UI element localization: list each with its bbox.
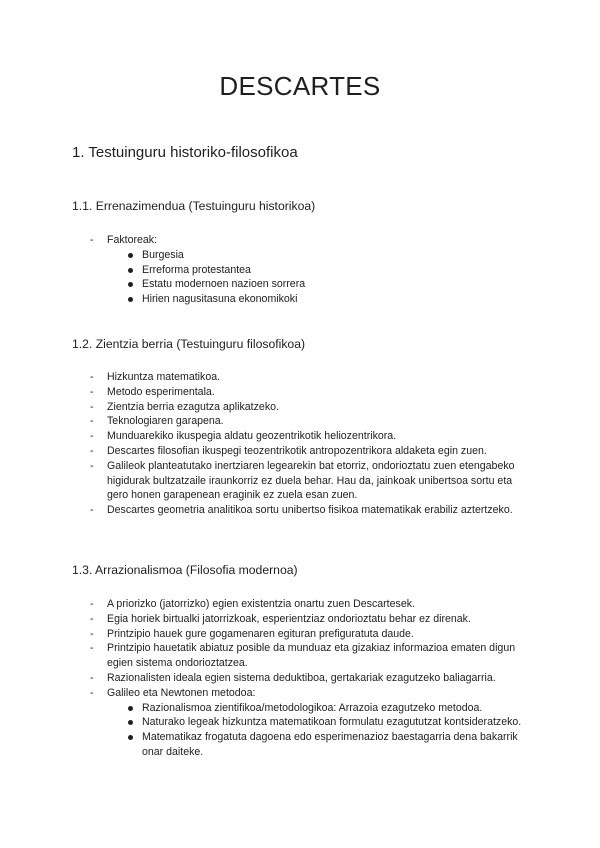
- list-item: - Razionalisten ideala egien sistema deduktiboa, gertakariak ezagutzeko baliagarria.: [90, 671, 530, 686]
- list-item: Burgesia: [127, 248, 530, 263]
- list-item: - Munduarekiko ikuspegia aldatu geozentrikotik heliozentrikora.: [90, 429, 530, 444]
- list-item: - Egia horiek birtualki jatorrizkoak, esperientziaz ondorioztatu behar ez direnak.: [90, 612, 530, 627]
- list-item: Estatu modernoen nazioen sorrera: [127, 277, 530, 292]
- section-1-2-heading: 1.2. Zientzia berria (Testuinguru filosofikoa): [72, 337, 306, 351]
- list-item: - Printzipio hauek gure gogamenaren egituran prefiguratuta daude.: [90, 627, 530, 642]
- list-item: - Teknologiaren garapena.: [90, 414, 530, 429]
- method-label: Galileo eta Newtonen metodoa:: [107, 686, 256, 699]
- list-item: Razionalismoa zientifikoa/metodologikoa: Arrazoia ezagutzeko metodoa.: [127, 701, 527, 716]
- rationalism-list: [90, 597, 530, 760]
- factors-sublist: [107, 248, 530, 307]
- method-sublist: [107, 701, 527, 760]
- list-item: - Descartes geometria analitikoa sortu unibertso fisikoa matematikak erabiliz aztertzeko.: [90, 503, 530, 518]
- list-item: - Metodo esperimentala.: [90, 385, 530, 400]
- list-item: - Printzipio hauetatik abiatuz posible da munduaz eta gizakiaz informazioa ematen digun egien sistema ondorioztatzea.: [90, 641, 530, 671]
- list-item: - Zientzia berria ezagutza aplikatzeko.: [90, 400, 530, 415]
- factors-label: Faktoreak:: [107, 234, 158, 246]
- list-item: [90, 686, 530, 760]
- list-item: - A priorizko (jatorrizko) egien existentzia onartu zuen Descartesek.: [90, 597, 530, 612]
- factors-list: [90, 233, 530, 307]
- document-title: DESCARTES: [219, 71, 381, 101]
- list-item: Naturako legeak hizkuntza matematikoan formulatu ezagututzat kontsideratzeko.: [127, 715, 527, 730]
- list-item: Erreforma protestantea: [127, 263, 530, 278]
- list-item: Hirien nagusitasuna ekonomikoki: [127, 292, 530, 307]
- section-1-heading: 1. Testuinguru historiko-filosofikoa: [72, 144, 298, 161]
- list-item: - Descartes filosofian ikuspegi teozentrikotik antropozentrikora aldaketa egin zuen.: [90, 444, 530, 459]
- list-item: - Hizkuntza matematikoa.: [90, 370, 530, 385]
- new-science-list: [90, 370, 530, 518]
- list-item: [90, 233, 530, 307]
- list-item: - Galileok planteatutako inertziaren legearekin bat etorriz, ondorioztatu zuen etengabeko higidurak bultzatzaile iraunkorriz ez duela behar. Hau da, jainkoak unibertsoa sortu eta gero honen garapenean eraginik ez zuela esan zuen.: [90, 459, 530, 503]
- section-1-3-heading: 1.3. Arrazionalismoa (Filosofia modernoa): [72, 563, 298, 577]
- section-1-1-heading: 1.1. Errenazimendua (Testuinguru historikoa): [72, 199, 316, 213]
- list-item: Matematikaz frogatuta dagoena edo esperimenazioz baestagarria dena bakarrik onar daiteke.: [127, 730, 527, 760]
